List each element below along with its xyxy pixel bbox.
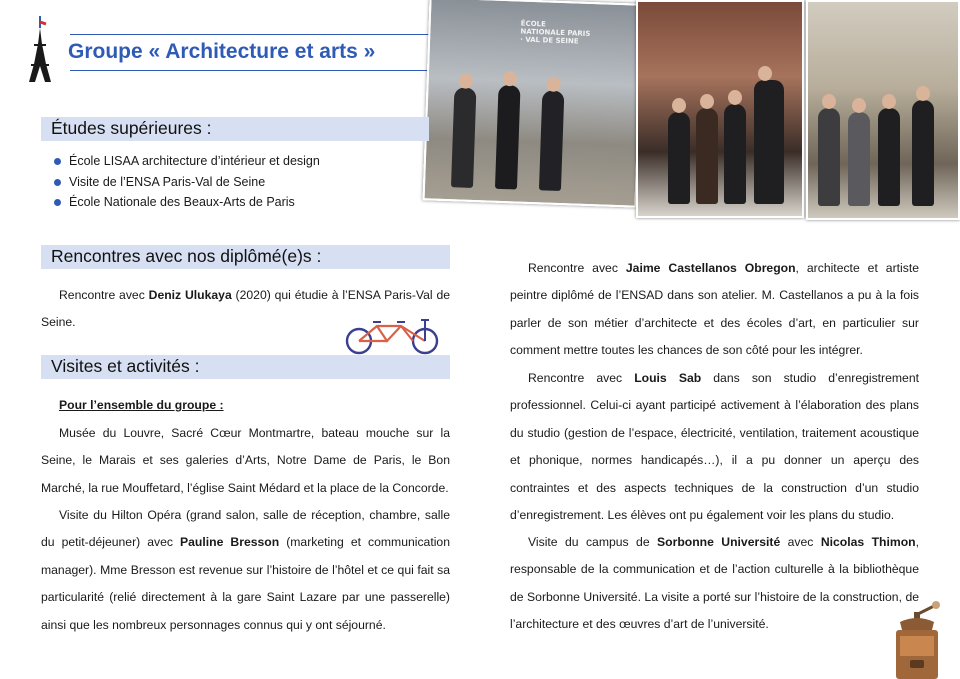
page-title: Groupe « Architecture et arts » bbox=[68, 40, 376, 63]
photo-ensa-entrance bbox=[423, 0, 644, 208]
paragraph-louis: Rencontre avec Louis Sab dans son studio d’enregistrement professionnel. Celui-ci ayant participé activement à l’élaboration des plans du studio (gestion de l’espace, électricité, ventilation, traitement acoustique et phonique, normes handicapés…), il a pu donner un aperçu des contraintes et des aspects techniques de la construction d’un studio d’enregistrement. Les élèves ont pu également voir les plans du studio. bbox=[510, 371, 919, 523]
paragraph-sorbonne: Visite du campus de Sorbonne Université avec Nicolas Thimon, responsable de la communication et de l’action culturelle à la bibliothèque de Sorbonne Université. La visite a porté sur l’histoire de la construction, de l’architecture et des œuvres d’art de l’université. bbox=[510, 535, 919, 632]
title-rule-bottom bbox=[70, 70, 438, 71]
section-etudes-header bbox=[41, 117, 429, 141]
photo-sign-text: ÉCOLE NATIONALE PARIS · VAL DE SEINE bbox=[520, 19, 591, 46]
person-name: Nicolas Thimon bbox=[820, 535, 916, 549]
section-rencontres-label: Rencontres avec nos diplômé(e)s : bbox=[51, 246, 322, 266]
title-rule-top bbox=[70, 34, 438, 35]
header bbox=[28, 14, 438, 84]
tandem-bicycle-icon bbox=[343, 312, 441, 356]
paragraph-jaime: Rencontre avec Jaime Castellanos Obregon, architecte et artiste peintre diplômé de l’ENSAD dans son atelier. M. Castellanos a pu à la fois parler de son métier d’architecte et des écoles d’art, en particulier sur comment mettre toutes les chances de son côté pour les intégrer. bbox=[510, 261, 919, 358]
list-item: Visite de l’ENSA Paris-Val de Seine bbox=[52, 172, 320, 193]
eiffel-tower-icon bbox=[28, 14, 64, 84]
list-item: École Nationale des Beaux-Arts de Paris bbox=[52, 192, 320, 213]
list-item: École LISAA architecture d’intérieur et design bbox=[52, 151, 320, 172]
section-visites-label: Visites et activités : bbox=[51, 356, 200, 376]
section-rencontres-header bbox=[41, 245, 450, 269]
paragraph-hilton: Visite du Hilton Opéra (grand salon, salle de réception, chambre, salle du petit-déjeuner) avec Pauline Bresson (marketing et communication manager). Mme Bresson est revenue sur l’histoire de l’hôtel et ce qui fait sa particularité (relié directement à la gare Saint Lazare par une passerelle) ainsi que les nombreux personnages connus qui y ont séjourné. bbox=[41, 508, 450, 632]
coffee-grinder-icon bbox=[888, 600, 946, 679]
institution-name: Sorbonne Université bbox=[657, 535, 781, 549]
photo-collage bbox=[424, 0, 960, 224]
etudes-list bbox=[52, 151, 320, 213]
paragraph-deniz: Rencontre avec Deniz Ulukaya (2020) qui étudie à l’ENSA Paris-Val de Seine. bbox=[41, 288, 451, 330]
paragraph-musee: Musée du Louvre, Sacré Cœur Montmartre, bateau mouche sur la Seine, le Marais et ses galeries d’Arts, Notre Dame de Paris, le Bon Marché, la rue Mouffetard, l’église Saint Médard et la place de la Concorde. bbox=[41, 426, 450, 495]
person-name: Pauline Bresson bbox=[180, 535, 280, 550]
photo-library-group bbox=[806, 0, 960, 220]
section-etudes-label: Études supérieures : bbox=[51, 118, 212, 138]
section-visites-header bbox=[41, 355, 450, 379]
person-name: Deniz Ulukaya bbox=[148, 288, 232, 302]
person-name: Jaime Castellanos Obregon bbox=[625, 261, 796, 275]
person-name: Louis Sab bbox=[634, 371, 702, 385]
photo-gothic-interior bbox=[636, 0, 804, 218]
visites-subheading: Pour l’ensemble du groupe : bbox=[59, 398, 224, 412]
